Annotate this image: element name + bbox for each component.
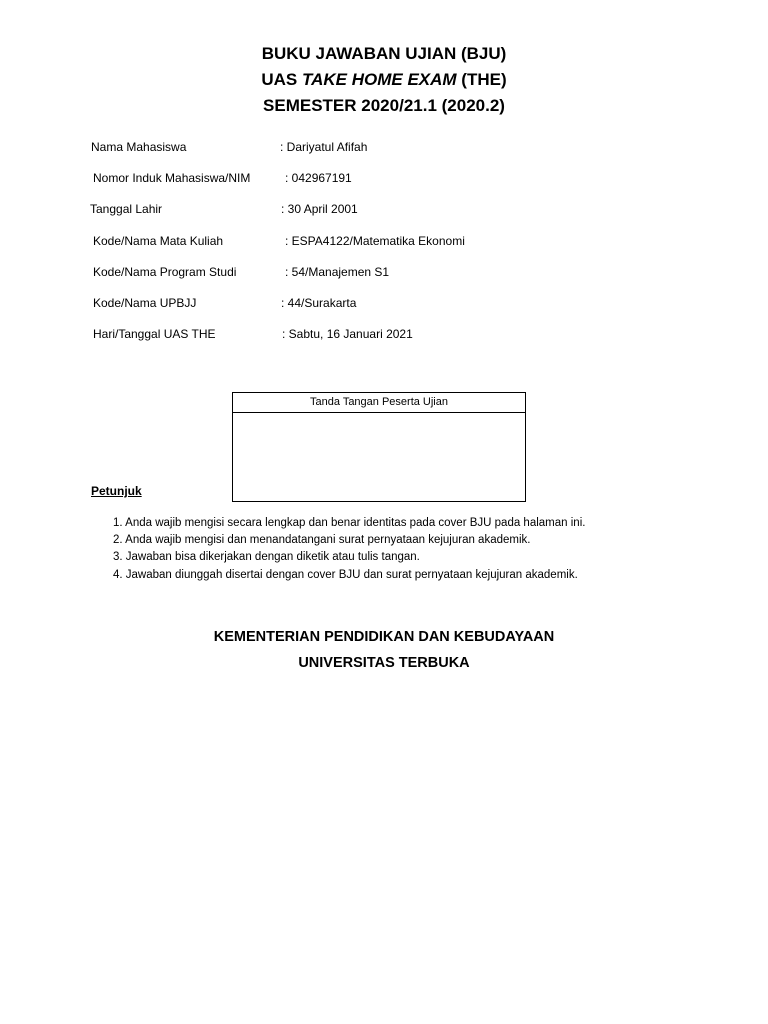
ministry-name: KEMENTERIAN PENDIDIKAN DAN KEBUDAYAAN	[213, 629, 555, 645]
exam-type-suffix: (THE)	[456, 70, 507, 89]
field-value-program-studi: : 54/Manajemen S1	[285, 265, 390, 279]
instruction-item: 2. Anda wajib mengisi dan menandatangani surat pernyataan kejujuran akademik.	[113, 534, 531, 546]
field-value-tanggal-lahir: : 30 April 2001	[281, 202, 358, 216]
signature-box-header: Tanda Tangan Peserta Ujian	[233, 393, 525, 413]
field-label-program-studi: Kode/Nama Program Studi	[93, 265, 237, 279]
exam-type-title	[0, 67, 768, 93]
field-value-upbjj: : 44/Surakarta	[281, 296, 357, 310]
field-label-nim: Nomor Induk Mahasiswa/NIM	[93, 171, 251, 185]
instruction-item: 1. Anda wajib mengisi secara lengkap dan benar identitas pada cover BJU pada halaman ini.	[113, 517, 586, 529]
field-label-hari-tanggal: Hari/Tanggal UAS THE	[93, 327, 216, 341]
instructions-title: Petunjuk	[91, 484, 142, 498]
instruction-item: 4. Jawaban diunggah disertai dengan cover BJU dan surat pernyataan kejujuran akademik.	[113, 569, 578, 581]
field-value-mata-kuliah: : ESPA4122/Matematika Ekonomi	[285, 234, 465, 248]
document-title: BUKU JAWABAN UJIAN (BJU)	[261, 44, 507, 63]
field-label-mata-kuliah: Kode/Nama Mata Kuliah	[93, 234, 224, 248]
signature-box	[232, 392, 526, 502]
field-value-hari-tanggal: : Sabtu, 16 Januari 2021	[282, 327, 413, 341]
exam-type-prefix: UAS	[261, 70, 302, 89]
field-label-nama: Nama Mahasiswa	[91, 140, 187, 154]
exam-type-italic: TAKE HOME EXAM	[302, 70, 457, 89]
university-name: UNIVERSITAS TERBUKA	[298, 655, 470, 671]
instruction-item: 3. Jawaban bisa dikerjakan dengan diketik atau tulis tangan.	[113, 551, 420, 563]
semester-title: SEMESTER 2020/21.1 (2020.2)	[263, 96, 505, 115]
field-label-tanggal-lahir: Tanggal Lahir	[90, 202, 163, 216]
field-value-nim: : 042967191	[285, 171, 352, 185]
field-label-upbjj: Kode/Nama UPBJJ	[93, 296, 197, 310]
field-value-nama: : Dariyatul Afifah	[280, 140, 368, 154]
